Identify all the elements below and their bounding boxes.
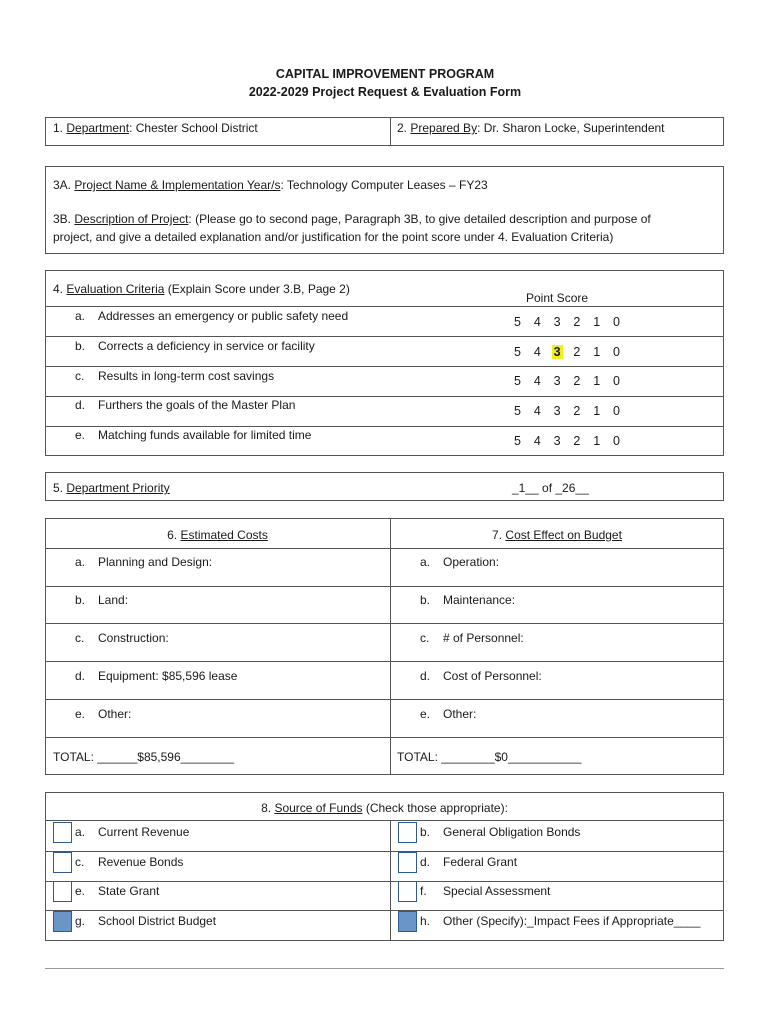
score-option[interactable]: 5 [514, 345, 521, 359]
cost-effect-heading: 7. Cost Effect on Budget [492, 528, 622, 542]
fund-source-label: Revenue Bonds [98, 855, 184, 869]
score-option[interactable]: 4 [533, 345, 541, 359]
budget-effect-item: Operation: [443, 555, 500, 569]
score-option[interactable]: 4 [533, 434, 541, 448]
score-option[interactable]: 2 [573, 404, 581, 418]
criterion-text: Addresses an emergency or public safety need [98, 309, 349, 323]
score-option[interactable]: 0 [613, 374, 620, 388]
score-option[interactable]: 5 [514, 315, 521, 329]
score-option[interactable]: 3 [553, 434, 561, 448]
criterion-letter: c. [75, 369, 85, 383]
cost-effect-total: TOTAL: ________$0___________ [397, 750, 582, 764]
estimated-cost-item: Other: [98, 707, 132, 721]
criterion-text: Corrects a deficiency in service or facility [98, 339, 315, 353]
criterion-score-options [512, 315, 622, 329]
score-option[interactable]: 1 [593, 434, 601, 448]
estimated-cost-letter: e. [75, 707, 86, 721]
estimated-cost-letter: c. [75, 631, 85, 645]
criterion-text: Furthers the goals of the Master Plan [98, 398, 296, 412]
score-option[interactable]: 0 [613, 434, 620, 448]
budget-effect-letter: d. [420, 669, 431, 683]
criterion-text: Matching funds available for limited time [98, 428, 312, 442]
fund-letter: c. [75, 855, 85, 869]
project-name-field: 3A. Project Name & Implementation Year/s: Technology Computer Leases – FY23 [53, 178, 488, 192]
budget-effect-item: Cost of Personnel: [443, 669, 542, 683]
criterion-score-options [512, 345, 622, 359]
fund-source-label: Other (Specify):_Impact Fees if Appropriate____ [443, 914, 701, 928]
checked-checkbox[interactable] [398, 911, 417, 932]
project-description-line2: project, and give a detailed explanation and/or justification for the point score under 4. Evaluation Criteria) [53, 230, 614, 244]
criterion-score-options [512, 404, 622, 418]
score-option[interactable]: 1 [593, 315, 601, 329]
department-priority-label: 5. Department Priority [53, 481, 170, 495]
score-option[interactable]: 1 [593, 345, 601, 359]
checkbox[interactable] [53, 852, 72, 873]
criterion-letter: d. [75, 398, 86, 412]
fund-letter: a. [75, 825, 86, 839]
budget-effect-item: # of Personnel: [443, 631, 524, 645]
budget-effect-letter: a. [420, 555, 431, 569]
form-title: 2022-2029 Project Request & Evaluation Form [248, 85, 522, 99]
estimated-costs-heading: 6. Estimated Costs [167, 528, 268, 542]
score-option[interactable]: 2 [573, 434, 581, 448]
fund-source-label: School District Budget [98, 914, 217, 928]
score-option[interactable]: 2 [573, 315, 581, 329]
footer-divider [45, 968, 724, 969]
selected-score[interactable]: 3 [552, 345, 563, 359]
score-option[interactable]: 5 [514, 434, 521, 448]
form-program-title: CAPITAL IMPROVEMENT PROGRAM [275, 67, 495, 81]
score-option[interactable]: 1 [593, 374, 601, 388]
fund-letter: e. [75, 884, 86, 898]
department-priority-value: _1__ of _26__ [512, 481, 589, 495]
estimated-costs-total: TOTAL: ______$85,596________ [53, 750, 235, 764]
estimated-cost-item: Land: [98, 593, 129, 607]
score-option[interactable]: 2 [573, 374, 581, 388]
point-score-header: Point Score [526, 291, 589, 305]
checkbox[interactable] [398, 852, 417, 873]
fund-source-label: Federal Grant [443, 855, 518, 869]
estimated-cost-item: Construction: [98, 631, 169, 645]
score-option[interactable]: 0 [613, 315, 620, 329]
score-option[interactable]: 0 [613, 345, 620, 359]
estimated-cost-letter: b. [75, 593, 86, 607]
checked-checkbox[interactable] [53, 911, 72, 932]
budget-effect-letter: b. [420, 593, 431, 607]
criterion-letter: a. [75, 309, 86, 323]
score-option[interactable]: 1 [593, 404, 601, 418]
checkbox[interactable] [398, 822, 417, 843]
score-option[interactable]: 4 [533, 315, 541, 329]
score-option[interactable]: 4 [533, 374, 541, 388]
score-option[interactable]: 0 [613, 404, 620, 418]
estimated-cost-letter: a. [75, 555, 86, 569]
score-option[interactable]: 3 [553, 404, 561, 418]
estimated-cost-item: Equipment: $85,596 lease [98, 669, 238, 683]
evaluation-criteria-heading: 4. Evaluation Criteria (Explain Score under 3.B, Page 2) [53, 282, 350, 296]
score-option[interactable]: 3 [553, 315, 561, 329]
budget-effect-item: Other: [443, 707, 477, 721]
budget-effect-letter: e. [420, 707, 431, 721]
score-option[interactable]: 3 [553, 374, 561, 388]
criterion-text: Results in long-term cost savings [98, 369, 275, 383]
criterion-letter: b. [75, 339, 86, 353]
score-option[interactable]: 5 [514, 404, 521, 418]
fund-source-label: General Obligation Bonds [443, 825, 581, 839]
checkbox[interactable] [53, 881, 72, 902]
criterion-letter: e. [75, 428, 86, 442]
criterion-score-options [512, 434, 622, 448]
source-of-funds-heading: 8. Source of Funds (Check those appropriate): [261, 801, 508, 815]
score-option[interactable]: 2 [573, 345, 581, 359]
estimated-cost-item: Planning and Design: [98, 555, 213, 569]
fund-source-label: Current Revenue [98, 825, 190, 839]
fund-letter: f. [420, 884, 427, 898]
criterion-score-options [512, 374, 622, 388]
fund-letter: b. [420, 825, 431, 839]
fund-letter: h. [420, 914, 431, 928]
fund-source-label: State Grant [98, 884, 160, 898]
score-option[interactable]: 4 [533, 404, 541, 418]
checkbox[interactable] [53, 822, 72, 843]
budget-effect-letter: c. [420, 631, 430, 645]
checkbox[interactable] [398, 881, 417, 902]
prepared-by-field: 2. Prepared By: Dr. Sharon Locke, Superintendent [397, 121, 665, 135]
project-description-line1: 3B. Description of Project: (Please go to second page, Paragraph 3B, to give detailed description and purpose of [53, 212, 651, 226]
estimated-cost-letter: d. [75, 669, 86, 683]
budget-effect-item: Maintenance: [443, 593, 516, 607]
fund-letter: g. [75, 914, 86, 928]
fund-source-label: Special Assessment [443, 884, 551, 898]
score-option[interactable]: 5 [514, 374, 521, 388]
fund-letter: d. [420, 855, 431, 869]
department-field: 1. Department: Chester School District [53, 121, 258, 135]
